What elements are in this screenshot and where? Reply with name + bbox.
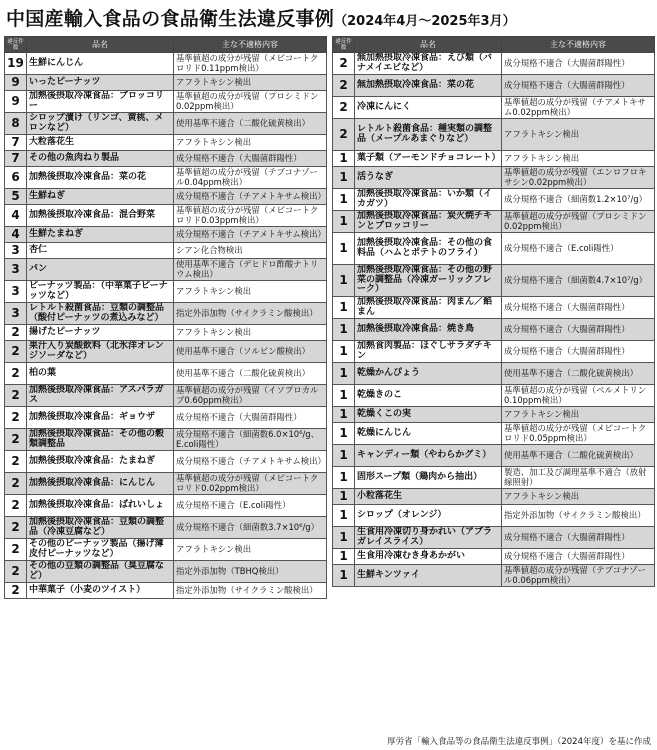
row-name: 固形スープ類（鶏肉から抽出）: [355, 467, 502, 489]
row-name: 加熱後摂取冷凍食品：アスパラガス: [27, 385, 174, 407]
row-reason: 指定外添加物（TBHQ検出）: [174, 561, 327, 583]
row-name: 乾燥きのこ: [355, 385, 502, 407]
row-reason: 成分規格不適合（細菌数4.7×10⁷/g）: [502, 265, 655, 297]
table-row: [333, 565, 655, 587]
row-count: 8: [5, 113, 27, 135]
table-row: [5, 205, 327, 227]
row-count: 7: [5, 135, 27, 151]
table-row: [333, 233, 655, 265]
table-row: [5, 91, 327, 113]
row-reason: 使用基準不適合（ソルビン酸検出）: [174, 341, 327, 363]
row-reason: 成分規格不適合（大腸菌群陽性）: [502, 319, 655, 341]
table-row: [5, 151, 327, 167]
row-name: 大粒落花生: [27, 135, 174, 151]
row-name: ピーナッツ製品：（中華菓子ピーナッツなど）: [27, 281, 174, 303]
row-name: レトルト殺菌食品：種実類の調整品（メープルあまぐりなど）: [355, 119, 502, 151]
row-reason: 基準値超の成分が残留（プロシミドン0.02ppm検出）: [502, 211, 655, 233]
row-reason: 基準値超の成分が残留（プロシミドン0.02ppm検出）: [174, 91, 327, 113]
table-row: [333, 97, 655, 119]
row-count: 7: [5, 151, 27, 167]
table-body-right: [333, 53, 655, 587]
row-reason: 成分規格不適合（大腸菌群陽性）: [502, 53, 655, 75]
row-count: 3: [5, 281, 27, 303]
table-row: [5, 281, 327, 303]
table-row: [333, 265, 655, 297]
table-row: [5, 227, 327, 243]
row-count: 1: [333, 407, 355, 423]
header-reason: 主な不適格内容: [174, 37, 327, 53]
row-name: その他の魚肉ねり製品: [27, 151, 174, 167]
row-reason: 成分規格不適合（E.coli陽性）: [174, 495, 327, 517]
violation-table-left: [4, 36, 327, 599]
table-row: [5, 243, 327, 259]
row-reason: アフラトキシン検出: [174, 539, 327, 561]
row-count: 1: [333, 467, 355, 489]
row-count: 1: [333, 151, 355, 167]
table-row: [333, 363, 655, 385]
row-count: 4: [5, 227, 27, 243]
row-count: 1: [333, 385, 355, 407]
row-reason: 基準値超の成分が残留（ベルメトリン0.10ppm検出）: [502, 385, 655, 407]
row-name: 加熱後摂取冷凍食品：その他の野菜の調整品（冷凍ガーリックフレーク）: [355, 265, 502, 297]
row-count: 9: [5, 91, 27, 113]
row-name: 加熱後摂取冷凍食品：ギョウザ: [27, 407, 174, 429]
row-name: 生鮮ねぎ: [27, 189, 174, 205]
row-reason: アフラトキシン検出: [502, 407, 655, 423]
row-count: 4: [5, 205, 27, 227]
header-name: 品名: [27, 37, 174, 53]
row-count: 2: [5, 363, 27, 385]
row-reason: 成分規格不適合（大腸菌群陽性）: [174, 407, 327, 429]
table-row: [5, 451, 327, 473]
row-reason: 成分規格不適合（大腸菌群陽性）: [502, 297, 655, 319]
row-reason: 成分規格不適合（大腸菌群陽性）: [502, 75, 655, 97]
table-row: [333, 53, 655, 75]
row-count: 2: [5, 583, 27, 599]
table-row: [5, 303, 327, 325]
row-reason: 成分規格不適合（チアメトキサム検出）: [174, 451, 327, 473]
row-name: 加熱後摂取冷凍食品：たまねぎ: [27, 451, 174, 473]
row-reason: アフラトキシン検出: [174, 281, 327, 303]
row-count: 2: [333, 53, 355, 75]
row-count: 6: [5, 167, 27, 189]
table-row: [5, 189, 327, 205]
row-name: 中華菓子（小麦のツイスト）: [27, 583, 174, 599]
table-row: [333, 119, 655, 151]
source-note: 厚労省「輸入食品等の食品衛生法違反事例」（2024年度）を基に作成: [387, 737, 651, 747]
table-row: [5, 135, 327, 151]
row-name: 杏仁: [27, 243, 174, 259]
row-count: 1: [333, 341, 355, 363]
table-row: [5, 583, 327, 599]
row-count: 5: [5, 189, 27, 205]
table-row: [333, 423, 655, 445]
row-reason: 使用基準不適合（二酸化硫黄検出）: [174, 363, 327, 385]
row-count: 2: [5, 495, 27, 517]
table-header-row: [5, 37, 327, 53]
row-reason: 成分規格不適合（チアメトキサム検出）: [174, 227, 327, 243]
row-count: 2: [5, 473, 27, 495]
row-name: 加熱食肉製品：ほぐしサラダチキン: [355, 341, 502, 363]
row-count: 1: [333, 549, 355, 565]
row-count: 1: [333, 363, 355, 385]
row-name: 生鮮キンツァイ: [355, 565, 502, 587]
row-name: 柏の葉: [27, 363, 174, 385]
row-count: 2: [333, 75, 355, 97]
row-reason: 成分規格不適合（大腸菌群陽性）: [502, 549, 655, 565]
table-row: [5, 167, 327, 189]
row-reason: 成分規格不適合（チアメトキサム検出）: [174, 189, 327, 205]
table-row: [5, 429, 327, 451]
row-reason: 基準値超の成分が残留（メピコートクロリド0.05ppm検出）: [502, 423, 655, 445]
table-row: [5, 75, 327, 91]
row-reason: 基準値超の成分が残留（テブコナゾール0.04ppm検出）: [174, 167, 327, 189]
row-count: 3: [5, 259, 27, 281]
table-row: [5, 53, 327, 75]
row-count: 9: [5, 75, 27, 91]
table-row: [333, 489, 655, 505]
row-reason: 使用基準不適合（二酸化硫黄検出）: [502, 363, 655, 385]
row-name: 活うなぎ: [355, 167, 502, 189]
row-name: シロップ漬け（リンゴ、黄桃、メロンなど）: [27, 113, 174, 135]
row-reason: アフラトキシン検出: [502, 489, 655, 505]
table-row: [333, 445, 655, 467]
row-reason: 使用基準不適合（二酸化硫黄検出）: [502, 445, 655, 467]
row-reason: 基準値超の成分が残留（メピコートクロリド0.02ppm検出）: [174, 473, 327, 495]
row-name: その他のピーナッツ製品（揚げ薄皮付ピーナッツなど）: [27, 539, 174, 561]
table-row: [333, 527, 655, 549]
table-row: [333, 549, 655, 565]
row-name: 加熱後摂取冷凍食品：炭火焼チキンとブロッコリー: [355, 211, 502, 233]
table-row: [333, 407, 655, 423]
row-reason: 基準値超の成分が残留（イソプロカルブ0.60ppm検出）: [174, 385, 327, 407]
row-name: 加熱後摂取冷凍食品：いか類（イカガツ）: [355, 189, 502, 211]
row-name: 無加熱摂取冷凍食品：菜の花: [355, 75, 502, 97]
table-row: [333, 151, 655, 167]
row-reason: 基準値超の成分が残留（エンロフロキサシン0.02ppm検出）: [502, 167, 655, 189]
table-row: [5, 473, 327, 495]
row-name: 生鮮にんじん: [27, 53, 174, 75]
header-name: 品名: [355, 37, 502, 53]
row-count: 2: [5, 517, 27, 539]
page-title: [6, 4, 654, 32]
row-count: 1: [333, 505, 355, 527]
row-name: 冷凍にんにく: [355, 97, 502, 119]
table-row: [5, 407, 327, 429]
table-row: [5, 495, 327, 517]
row-count: 1: [333, 211, 355, 233]
table-row: [333, 211, 655, 233]
table-row: [333, 467, 655, 489]
row-count: 1: [333, 233, 355, 265]
row-name: 生食用冷凍むき身あかがい: [355, 549, 502, 565]
table-row: [333, 297, 655, 319]
row-count: 1: [333, 319, 355, 341]
table-row: [333, 341, 655, 363]
row-count: 2: [5, 341, 27, 363]
row-count: 1: [333, 167, 355, 189]
table-row: [333, 75, 655, 97]
row-reason: 指定外添加物（サイクラミン酸検出）: [174, 583, 327, 599]
table-row: [5, 259, 327, 281]
row-reason: 基準値超の成分が残留（チアメトキサム0.02ppm検出）: [502, 97, 655, 119]
row-count: 19: [5, 53, 27, 75]
table-row: [5, 113, 327, 135]
row-reason: 成分規格不適合（大腸菌群陽性）: [502, 341, 655, 363]
row-count: 2: [5, 325, 27, 341]
row-reason: アフラトキシン検出: [502, 119, 655, 151]
row-reason: 製造、加工及び調理基準不適合（放射線照射）: [502, 467, 655, 489]
row-name: いったピーナッツ: [27, 75, 174, 91]
row-reason: アフラトキシン検出: [174, 75, 327, 91]
table-row: [333, 167, 655, 189]
table-row: [5, 385, 327, 407]
row-count: 2: [5, 429, 27, 451]
row-name: パン: [27, 259, 174, 281]
row-count: 3: [5, 243, 27, 259]
row-count: 1: [333, 265, 355, 297]
table-row: [5, 539, 327, 561]
row-name: 加熱後摂取冷凍食品：肉まん／餡まん: [355, 297, 502, 319]
row-count: 1: [333, 423, 355, 445]
table-row: [5, 561, 327, 583]
row-reason: アフラトキシン検出: [502, 151, 655, 167]
row-name: 加熱後摂取冷凍食品：その他の穀類調整品: [27, 429, 174, 451]
row-reason: 指定外添加物（サイクラミン酸検出）: [174, 303, 327, 325]
title-main: 中国産輸入食品の食品衛生法違反事例: [6, 8, 335, 30]
row-reason: 使用基準不適合（二酸化硫黄検出）: [174, 113, 327, 135]
title-period: （2024年4月～2025年3月）: [334, 14, 516, 29]
row-count: 1: [333, 527, 355, 549]
row-name: 生鮮たまねぎ: [27, 227, 174, 243]
row-reason: 成分規格不適合（大腸菌群陽性）: [174, 151, 327, 167]
row-name: 揚げたピーナッツ: [27, 325, 174, 341]
row-reason: シアン化合物検出: [174, 243, 327, 259]
row-name: シロップ（オレンジ）: [355, 505, 502, 527]
row-name: 加熱後摂取冷凍食品：混合野菜: [27, 205, 174, 227]
row-count: 2: [5, 539, 27, 561]
row-name: 加熱後摂取冷凍食品：その他の食料品（ハムとポテトのフライ）: [355, 233, 502, 265]
row-name: 加熱後摂取冷凍食品：豆類の調整品（冷凍豆腐など）: [27, 517, 174, 539]
row-reason: 基準値超の成分が残留（メピコートクロリド0.03ppm検出）: [174, 205, 327, 227]
row-name: レトルト殺菌食品：豆類の調整品（酸付ピーナッツの煮込みなど）: [27, 303, 174, 325]
row-name: 生食用冷凍切り身かれい（アブラガレイスライス）: [355, 527, 502, 549]
row-count: 1: [333, 297, 355, 319]
row-reason: 成分規格不適合（細菌数1.2×10⁷/g）: [502, 189, 655, 211]
row-name: 無加熱摂取冷凍食品：えび類（バナメイエビなど）: [355, 53, 502, 75]
row-reason: 成分規格不適合（細菌数6.0×10⁶/g、E.coli陽性）: [174, 429, 327, 451]
header-count: 違反件数: [5, 37, 27, 53]
row-name: 乾燥かんぴょう: [355, 363, 502, 385]
row-name: 小粒落花生: [355, 489, 502, 505]
row-name: 乾燥くこの実: [355, 407, 502, 423]
table-row: [5, 341, 327, 363]
row-count: 3: [5, 303, 27, 325]
row-name: 加熱後摂取冷凍食品：ブロッコリー: [27, 91, 174, 113]
row-name: 加熱後摂取冷凍食品：にんじん: [27, 473, 174, 495]
row-count: 2: [333, 119, 355, 151]
row-reason: 基準値超の成分が残留（テブコナゾール0.06ppm検出）: [502, 565, 655, 587]
table-row: [5, 325, 327, 341]
row-reason: 使用基準不適合（デヒドロ酢酸ナトリウム検出）: [174, 259, 327, 281]
table-row: [333, 189, 655, 211]
row-count: 2: [333, 97, 355, 119]
row-name: 加熱後摂取冷凍食品：焼き鳥: [355, 319, 502, 341]
header-reason: 主な不適格内容: [502, 37, 655, 53]
row-count: 2: [5, 451, 27, 473]
row-count: 2: [5, 407, 27, 429]
row-name: キャンディー類（やわらかグミ）: [355, 445, 502, 467]
row-reason: アフラトキシン検出: [174, 135, 327, 151]
row-name: 乾燥にんじん: [355, 423, 502, 445]
table-header-row: [333, 37, 655, 53]
row-count: 1: [333, 565, 355, 587]
table-body-left: [5, 53, 327, 599]
table-row: [5, 363, 327, 385]
row-reason: 成分規格不適合（E.coli陽性）: [502, 233, 655, 265]
row-count: 2: [5, 385, 27, 407]
row-name: 果汁入り炭酸飲料（北氷洋オレンジソーダなど）: [27, 341, 174, 363]
row-reason: アフラトキシン検出: [174, 325, 327, 341]
row-reason: 基準値超の成分が残留（メピコートクロリド0.11ppm検出）: [174, 53, 327, 75]
table-row: [333, 385, 655, 407]
row-name: 菓子類（アーモンドチョコレート）: [355, 151, 502, 167]
row-name: 加熱後摂取冷凍食品：菜の花: [27, 167, 174, 189]
row-reason: 成分規格不適合（大腸菌群陽性）: [502, 527, 655, 549]
row-count: 1: [333, 189, 355, 211]
row-count: 1: [333, 489, 355, 505]
row-name: その他の豆類の調整品（臭豆腐など）: [27, 561, 174, 583]
header-count: 違反件数: [333, 37, 355, 53]
row-name: 加熱後摂取冷凍食品：ばれいしょ: [27, 495, 174, 517]
row-count: 1: [333, 445, 355, 467]
table-row: [5, 517, 327, 539]
table-row: [333, 319, 655, 341]
row-reason: 成分規格不適合（細菌数3.7×10⁶/g）: [174, 517, 327, 539]
row-count: 2: [5, 561, 27, 583]
row-reason: 指定外添加物（サイクラミン酸検出）: [502, 505, 655, 527]
violation-table-right: [332, 36, 655, 587]
table-row: [333, 505, 655, 527]
